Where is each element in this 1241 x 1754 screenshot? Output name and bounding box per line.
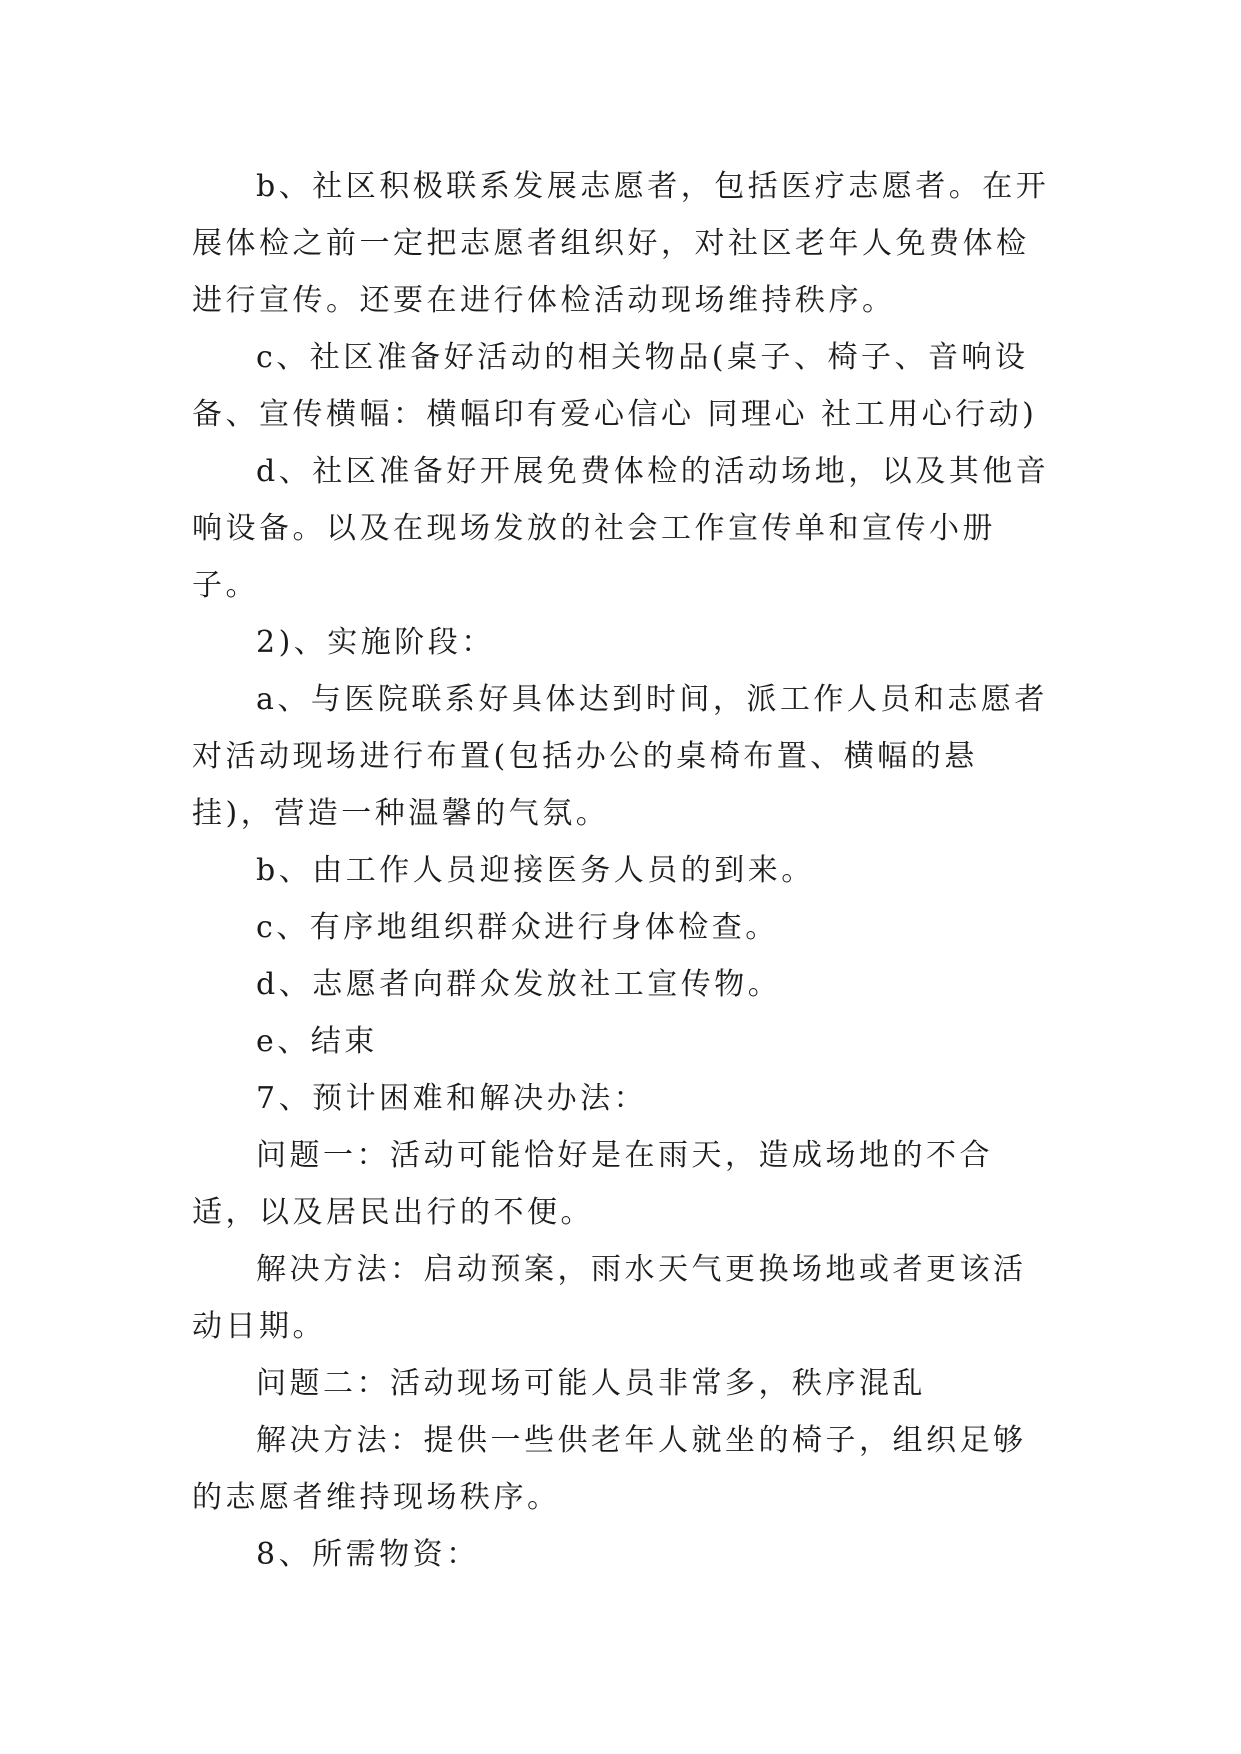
paragraph-distribute-materials: d、志愿者向群众发放社工宣传物。 <box>256 967 782 1002</box>
paragraph-hospital-contact: a、与医院联系好具体达到时间，派工作人员和志愿者对活动现场进行布置(包括办公的桌椅布置、横幅的悬挂)，营造一种温馨的气氛。 <box>192 682 1048 831</box>
paragraph-organize-checkups: c、有序地组织群众进行身体检查。 <box>256 910 779 945</box>
paragraph-venue: d、社区准备好开展免费体检的活动场地，以及其他音响设备。以及在现场发放的社会工作宣传单和宣传小册子。 <box>192 454 1050 603</box>
paragraph-problem-two: 问题二：活动现场可能人员非常多，秩序混乱 <box>256 1366 926 1401</box>
paragraph-solution-two: 解决方法：提供一些供老年人就坐的椅子，组织足够的志愿者维持现场秩序。 <box>192 1423 1027 1515</box>
paragraph-difficulties-heading: 7、预计困难和解决办法： <box>256 1081 648 1116</box>
paragraph-materials-heading: 8、所需物资： <box>256 1537 480 1572</box>
paragraph-volunteers: b、社区积极联系发展志愿者，包括医疗志愿者。在开展体检之前一定把志愿者组织好，对社区老年人免费体检进行宣传。还要在进行体检活动现场维持秩序。 <box>192 169 1050 318</box>
paragraph-problem-one: 问题一：活动可能恰好是在雨天，造成场地的不合适，以及居民出行的不便。 <box>192 1138 993 1230</box>
paragraph-implementation-heading: 2)、实施阶段： <box>256 625 495 660</box>
paragraph-solution-one: 解决方法：启动预案，雨水天气更换场地或者更该活动日期。 <box>192 1252 1027 1344</box>
paragraph-end: e、结束 <box>256 1024 378 1059</box>
paragraph-supplies: c、社区准备好活动的相关物品(桌子、椅子、音响设备、宣传横幅：横幅印有爱心信心 同理心 社工用心行动) <box>192 340 1038 432</box>
document-body <box>192 158 1052 1583</box>
paragraph-welcome-medics: b、由工作人员迎接医务人员的到来。 <box>256 853 815 888</box>
